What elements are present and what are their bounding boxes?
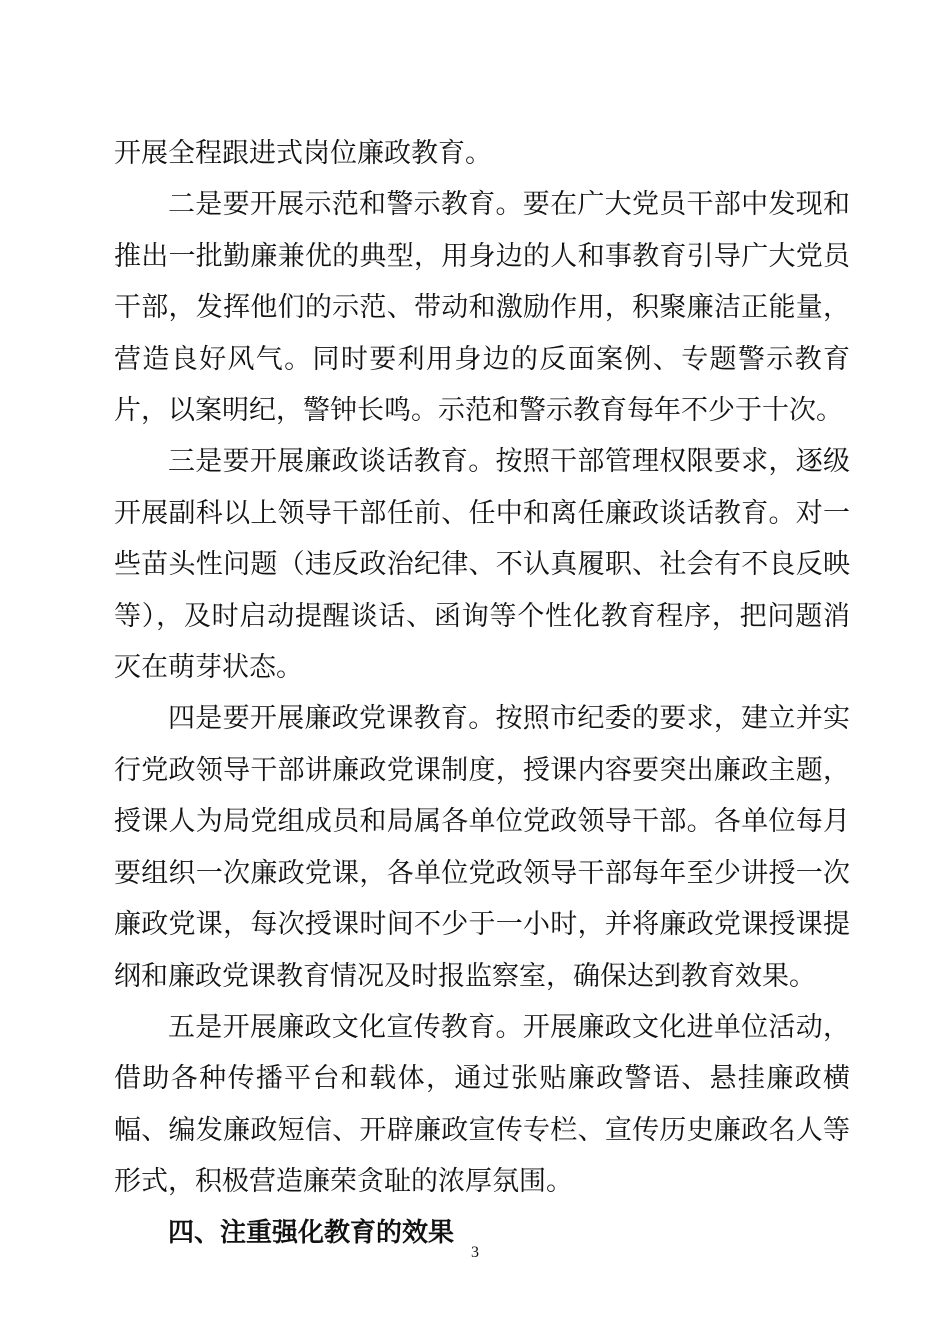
document-body	[114, 128, 850, 1259]
paragraph-culture-publicity: 五是开展廉政文化宣传教育。开展廉政文化进单位活动，借助各种传播平台和载体，通过张贴廉政警语、悬挂廉政横幅、编发廉政短信、开辟廉政宣传专栏、宣传历史廉政名人等形式，积极营造廉荣贪耻的浓厚氛围。	[114, 1011, 850, 1198]
section-heading: 四、注重强化教育的效果	[168, 1217, 455, 1248]
page-number: 3	[471, 1244, 479, 1261]
paragraph-continuation: 开展全程跟进式岗位廉政教育。	[114, 138, 492, 169]
paragraph-integrity-talks: 三是要开展廉政谈话教育。按照干部管理权限要求，逐级开展副科以上领导干部任前、任中和离任廉政谈话教育。对一些苗头性问题（违反政治纪律、不认真履职、社会有不良反映等），及时启动提醒谈话、函询等个性化教育程序，把问题消灭在萌芽状态。	[114, 446, 850, 684]
paragraph-party-lessons: 四是要开展廉政党课教育。按照市纪委的要求，建立并实行党政领导干部讲廉政党课制度，授课内容要突出廉政主题，授课人为局党组成员和局属各单位党政领导干部。各单位每月要组织一次廉政党课，各单位党政领导干部每年至少讲授一次廉政党课，每次授课时间不少于一小时，并将廉政党课授课提纲和廉政党课教育情况及时报监察室，确保达到教育效果。	[114, 703, 850, 992]
paragraph-demonstration-warning: 二是要开展示范和警示教育。要在广大党员干部中发现和推出一批勤廉兼优的典型，用身边的人和事教育引导广大党员干部，发挥他们的示范、带动和激励作用，积聚廉洁正能量，营造良好风气。同时要利用身边的反面案例、专题警示教育片，以案明纪，警钟长鸣。示范和警示教育每年不少于十次。	[114, 189, 850, 427]
